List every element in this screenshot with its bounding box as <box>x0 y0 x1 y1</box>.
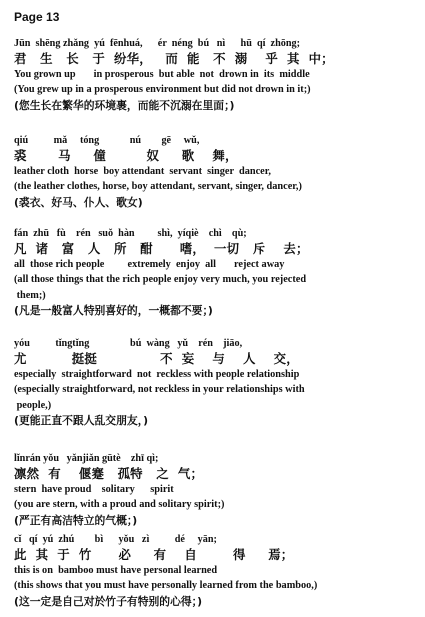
chinese-translation-line: (严正有高洁特立的气概；) <box>14 513 138 527</box>
pinyin-line: Jūn shēng zhǎng yú fēnhuá, ér néng bú nì hū qí zhōng; <box>14 38 300 49</box>
english-translation-line: (the leather clothes, horse, boy attendant, servant, singer, dancer,) <box>14 181 302 193</box>
pinyin-line: qiú mǎ tóng nú gē wǔ, <box>14 135 200 146</box>
pinyin-line: fán zhū fù rén suǒ hàn shì, yíqiè chì qù; <box>14 228 247 239</box>
chinese-translation-line: (裘衣、好马、仆人、歌女) <box>14 195 143 209</box>
stanza <box>14 532 418 609</box>
word-gloss-line: leather cloth horse boy attendant servant singer dancer, <box>14 165 271 177</box>
word-gloss-line: especially straightforward not reckless with people relationship <box>14 368 300 380</box>
pinyin-line: lǐnrán yǒu yǎnjiǎn gūtè zhī qì; <box>14 453 159 464</box>
stanza <box>14 36 418 113</box>
pinyin-line: cǐ qí yú zhú bì yǒu zì dé yān; <box>14 534 217 545</box>
english-translation-line: (this shows that you must have personally learned from the bamboo,) <box>14 580 318 592</box>
chinese-text-line: 君 生 长 于 纷华， 而 能 不 溺 乎 其 中； <box>14 51 334 67</box>
chinese-text-line: 凡 诸 富 人 所 酣 嗜， 一切 斥 去； <box>14 241 309 257</box>
pinyin-line: yóu tǐngtǐng bú wàng yǔ rén jiāo, <box>14 338 243 349</box>
stanza <box>14 133 418 210</box>
english-translation-line: people,) <box>14 399 52 411</box>
chinese-text-line: 裘 马 僮 奴 歌 舞， <box>14 148 238 164</box>
chinese-text-line: 此 其 于 竹 必 有 自 得 焉； <box>14 547 294 563</box>
page-number: Page 13 <box>14 10 60 24</box>
english-translation-line: (you are stern, with a proud and solitary spirit;) <box>14 499 225 511</box>
english-translation-line: (all those things that the rich people enjoy very much, you rejected <box>14 274 307 286</box>
word-gloss-line: You grown up in prosperous but able not drown in its middle <box>14 68 310 80</box>
word-gloss-line: stern have proud solitary spirit <box>14 483 174 495</box>
chinese-translation-line: (您生长在繁华的环境裹，而能不沉溺在里面；) <box>14 98 235 112</box>
stanza <box>14 451 418 528</box>
stanza <box>14 336 418 428</box>
chinese-text-line: 尤 挺挺 不 妄 与 人 交， <box>14 351 299 367</box>
chinese-translation-line: (更能正直不跟人乱交朋友，) <box>14 414 149 428</box>
english-translation-line: (especially straightforward, not reckless in your relationships with <box>14 384 305 396</box>
chinese-translation-line: (这一定是自己对於竹子有特别的心得；) <box>14 594 203 608</box>
stanza <box>14 226 418 318</box>
chinese-translation-line: (凡是一般富人特别喜好的，一概都不要；) <box>14 304 213 318</box>
word-gloss-line: this is on bamboo must have personal learned <box>14 564 218 576</box>
english-translation-line: (You grew up in a prosperous environment but did not drown in it;) <box>14 84 311 96</box>
chinese-text-line: 凛然 有 偃蹇 孤特 之 气； <box>14 466 204 482</box>
word-gloss-line: all those rich people extremely enjoy all reject away <box>14 258 285 270</box>
english-translation-line: them;) <box>14 289 46 301</box>
